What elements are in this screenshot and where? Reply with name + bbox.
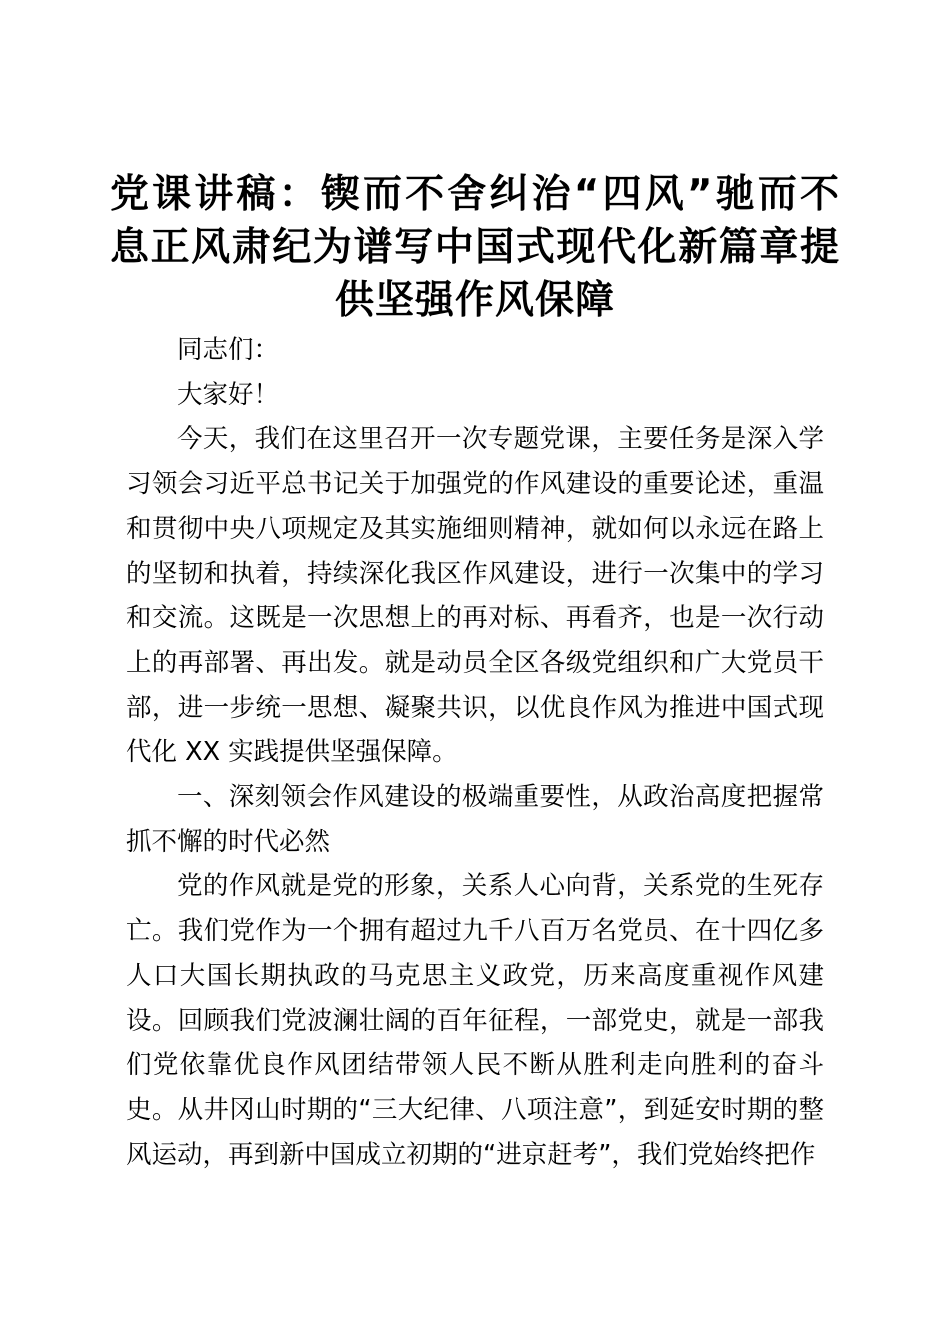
document-body xyxy=(126,328,824,1177)
salutation: 同志们： xyxy=(177,335,280,365)
section-heading-1: 一、深刻领会作风建设的极端重要性，从政治高度把握常抓不懈的时代必然 xyxy=(126,782,824,857)
paragraph-intro: 今天，我们在这里召开一次专题党课，主要任务是深入学习领会习近平总书记关于加强党的作风建设的重要论述，重温和贯彻中央八项规定及其实施细则精神，就如何以永远在路上的坚韧和执着，持续深化我区作风建设，进行一次集中的学习和交流。这既是一次思想上的再对标、再看齐，也是一次行动上的再部署、再出发。就是动员全区各级党组织和广大党员干部，进一步统一思想、凝聚共识，以优良作风为推进中国式现代化 XX 实践提供坚强保障。 xyxy=(126,424,824,768)
greeting: 大家好！ xyxy=(177,379,280,410)
document-title: 党课讲稿：锲而不舍纠治“四风”驰而不息正风肃纪为谱写中国式现代化新篇章提供坚强作风保障 xyxy=(110,172,840,323)
paragraph-style-importance: 党的作风就是党的形象，关系人心向背，关系党的生死存亡。我们党作为一个拥有超过九千八百万名党员、在十四亿多人口大国长期执政的马克思主义政党，历来高度重视作风建设。回顾我们党波澜壮阔的百年征程，一部党史，就是一部我们党依靠优良作风团结带领人民不断从胜利走向胜利的奋斗史。从井冈山时期的“三大纪律、八项注意”，到延安时期的整风运动，再到新中国成立初期的“进京赶考”，我们党始终把作 xyxy=(126,871,824,1170)
